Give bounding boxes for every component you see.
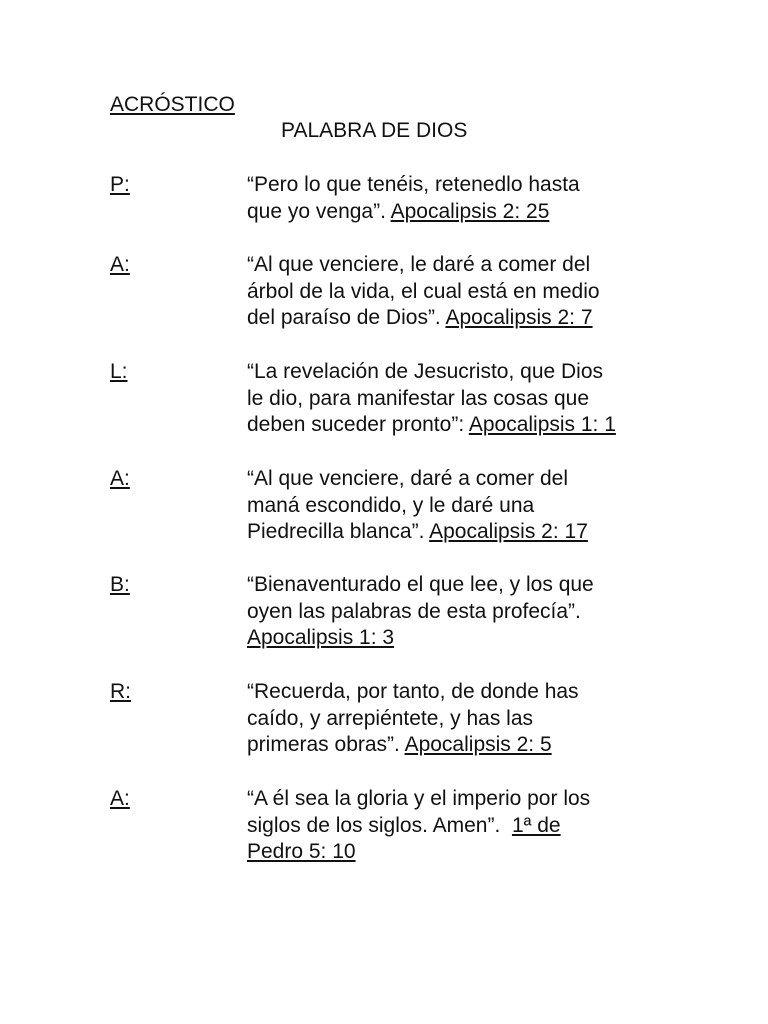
verse-text bbox=[247, 252, 677, 332]
verse-line bbox=[247, 839, 677, 866]
acrostic-letter: R: bbox=[110, 680, 131, 703]
verse-line: le dio, para manifestar las cosas que bbox=[247, 386, 590, 410]
verse-line-text: Piedrecilla blanca”. bbox=[247, 520, 430, 544]
acrostic-letter: L: bbox=[110, 360, 128, 383]
verse-line: “A él sea la gloria y el imperio por los bbox=[247, 787, 591, 810]
verse-line-text: del paraíso de Dios”. bbox=[247, 306, 446, 330]
verse-line-text: primeras obras”. bbox=[247, 733, 405, 757]
verse-text bbox=[247, 172, 677, 225]
verse-line: “Bienaventurado el que lee, y los que bbox=[247, 573, 594, 596]
bible-reference: Apocalipsis 2: 5 bbox=[404, 733, 552, 757]
verse-line: oyen las palabras de esta profecía”. bbox=[247, 599, 581, 623]
verse-line-text: que yo venga”. bbox=[247, 199, 391, 223]
verse-line: “Al que venciere, daré a comer del bbox=[247, 467, 568, 490]
verse-line-text: siglos de los siglos. Amen”. bbox=[247, 813, 512, 837]
verse-line: “La revelación de Jesucristo, que Dios bbox=[247, 360, 604, 383]
bible-reference: 1ª de bbox=[511, 813, 561, 837]
document-title: ACRÓSTICO bbox=[110, 93, 235, 116]
bible-reference: Apocalipsis 1: 1 bbox=[468, 413, 616, 437]
verse-text bbox=[247, 466, 677, 546]
bible-reference: Apocalipsis 2: 25 bbox=[390, 199, 550, 223]
verse-line bbox=[247, 813, 677, 840]
verse-line: árbol de la vida, el cual está en medio bbox=[247, 279, 600, 303]
bible-reference: Apocalipsis 1: 3 bbox=[247, 626, 395, 650]
acrostic-letter: A: bbox=[110, 467, 130, 490]
bible-reference: Apocalipsis 2: 17 bbox=[429, 520, 588, 544]
verse-line bbox=[247, 519, 677, 546]
acrostic-letter: P: bbox=[110, 173, 130, 196]
verse-text bbox=[247, 572, 677, 652]
verse-text bbox=[247, 786, 677, 866]
verse-line: “Recuerda, por tanto, de donde has bbox=[247, 680, 579, 703]
verse-line: caído, y arrepiéntete, y has las bbox=[247, 706, 533, 730]
verse-line bbox=[247, 412, 677, 439]
acrostic-letter: A: bbox=[110, 787, 130, 810]
document-subtitle: PALABRA DE DIOS bbox=[281, 119, 468, 142]
verse-line bbox=[247, 732, 677, 759]
verse-line bbox=[247, 305, 677, 332]
verse-line: maná escondido, y le daré una bbox=[247, 493, 535, 517]
verse-line: “Pero lo que tenéis, retenedlo hasta bbox=[247, 173, 580, 196]
verse-line bbox=[247, 199, 677, 226]
acrostic-letter: A: bbox=[110, 253, 130, 276]
verse-line-text: deben suceder pronto”: bbox=[247, 413, 469, 437]
bible-reference: Apocalipsis 2: 7 bbox=[445, 306, 593, 330]
verse-line bbox=[247, 625, 677, 652]
verse-text bbox=[247, 679, 677, 759]
acrostic-letter: B: bbox=[110, 573, 130, 596]
bible-reference: Pedro 5: 10 bbox=[247, 840, 356, 864]
verse-text bbox=[247, 359, 677, 439]
verse-line: “Al que venciere, le daré a comer del bbox=[247, 253, 591, 276]
